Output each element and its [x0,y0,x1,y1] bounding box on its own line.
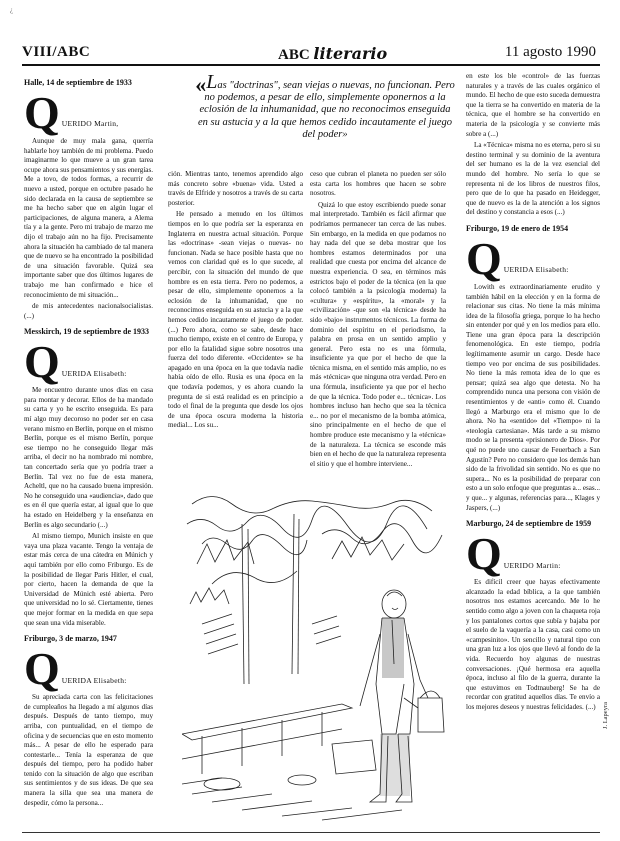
supplement-title [278,44,387,64]
quote-text: as "doctrinas", sean viejas o nuevas, no funcionan. Pero no podemos, a pesar de ello, simplemente oponernos a la eclosión de la inhumanidad, que no reconocimos enseguida en su astucia y a la que hemos cedido incautamente el juego del poder» [198,80,455,140]
salutation-text: UERIDA Elisabeth: [61,368,127,378]
quote-first-letter: L [206,71,218,93]
paragraph: He pensado a menudo en los últimos tiempos en lo que podría ser la esperanza en Inglaterra en nuestra actual situación. Porque las «doctrinas» -sean viejas o nuevas- no funcionan. Nada se hace posible hasta que no vemos con claridad qué es lo que sucede, al percibir, con la situación del mundo de que hombre es en esta tierra. Pero no podemos, a pesar de ello, simplemente oponernos a la eclosión de la inhumanidad, que no reconocimos enseguida en su astucia y a la que hemos cedido incautamente el juego de poder. (...) Pero ahora, como se sabe, desde hace mucho tiempo, existe en el centro de Europa, y por ello la fatalidad sigue sobre nosotros una fuerza del todo diferente. «Occidente» se ha apagado en una época en la que todavía nadie había oído de ello. Rusia es una época en la que todavía podemos, y es ahora cuando la pregunta de si está realidad es en principio a todo el final de la pregunta que desde los ojos de una época oscura moderna la historia medial... Los su... [168,210,303,430]
column-2 [168,170,303,433]
column-3 [310,170,446,471]
issue-date: 11 agosto 1990 [504,44,596,60]
drop-cap: Q [24,643,60,695]
paragraph: La «Técnica» misma no es eterna, pero si su destino terminal y su dominio de la aventura del ser humano es la de la vez esencial del mundo del hombre. No sería lo que se representa ni de los libros de nuestros filos, pero que de lo que ha pasado en Heidegger, que de nuevo es la de la atención a los signos del destino y constancia a esos (...) [466,141,600,217]
page-header [22,44,600,66]
salutation [466,528,600,580]
paragraph: Su apreciada carta con las felicitaciones de cumpleaños ha llegado a mí algunos días después. Después de tanto tiempo, muy arriba, con puntualidad, en el tiempo de oficina y de secuencias que en esto momento más... A pesar de ello he esperado para contestarle... Tenía la esperanza de que después del tiempo, pero ha podido haber tenido con la situación de algo que escriban sus sentimientos y de sus ideas. De que sea manera la silla que sea una manera de despedir, cómo la persona... [24,693,153,807]
drop-cap: Q [466,528,502,580]
supplement-abc: ABC [278,47,310,63]
header-rule [22,64,600,66]
paragraph: ción. Mientras tanto, tenemos aprendido algo más concreto sobre «buena» vida. Usted a través de Elfride y nosotros a través de su carta posterior. [168,170,303,207]
salutation-text: UERIDO Martin, [61,119,119,129]
dateline: Marburgo, 24 de septiembre de 1959 [466,519,592,529]
quote-mark: « [195,72,207,97]
salutation-text: UERIDA Elisabeth: [61,675,127,685]
drop-cap: Q [466,232,502,284]
column-1 [24,72,153,810]
drop-cap: Q [24,87,60,138]
dateline: Messkirch, 19 de septiembre de 1933 [24,327,150,337]
paragraph: Me encuentro durante unos días en casa para montar y decorar. Ellos de ha mandado su carta y yo he escrito enseguida. Es para mí algo muy decoroso no poder ser en casa verano mismo en Berlín, porque en el mismo Berlín, porque es el mismo Berlín, porque ese tiempo no he conseguido llegar más arriba, el decir no ha nombrado mi nombre, tan concertado sería que yo podría traer a Berlín. Tal vez no fue de esta manera, Acheltl, que no ha causado buena impresión. No he conseguido una «audiencia», dado que es en él que quería estar, al igual que lo que ha estado en Heidelberg y la enseñanza en Berlín es algo secundario (...) [24,386,153,529]
footer-rule [22,832,600,833]
paragraph: Es difícil creer que hayas efectivamente alcanzado la edad bíblica, a la que también nosotros nos estamos acercando. Me lo he sentido como algo a joven con la chaqueta roja y los pantalones cortos que subía y bajaba por el suelo de la vaquería a la casa, casi como un «campesinito». Un sencillo y natural tipo con una gran luz a los ojos que llevó al fondo de la vida. Recuerdo hoy algunas de nuestras conversaciones. ¡Qué hermosa era aquella época, incluso al filo de la guerra, durante la que estuvimos en Todtnauberg! Se ha de recordar con gratitud aquellos días. Te envío a los mejores deseos y nuestras felicidades. (...) [466,578,600,711]
salutation [24,87,153,138]
salutation-text: UERIDA Elisabeth: [503,265,569,275]
sketch-illustration [182,484,460,824]
column-4 [466,72,600,714]
section-label: VIII/ABC [22,44,91,60]
salutation-text: UERIDO Martin: [503,560,561,570]
paragraph: de mis antecedentes nacionalsocialistas. (...) [24,302,153,320]
dateline: Friburgo, 3 de marzo, 1947 [24,634,117,644]
paragraph: Lowith es extraordinariamente erudito y también hábil en la elección y en la forma de relacionar sus citas. No tiene la más mínima idea de la filosofía griega, porque lo ha hecho sin entender por qué y en los medios para ello. Tiene una gran época para la descripción fenomenológica. En este tiempo, podría legítimamente asumir un cargo. Desde hace tiempo veo por encima de sus posibilidades. No tiene la más remota idea de lo que es pensar; quizá sea algo que detesta. No ha comprendido nunca una persona con visión de resentimientos y de «anti» como él. Cuando llegó a Marburgo era el mismo que lo de ahora. No ha «sentido» del «Tiempo» ni la «teología cartesiana». Más tarde a su mismo modo se la presenta «prisionero de Dios». Por qué no puede uno causar de Feuerbach a San Agustín? Pero no considero que los demás han sido de la frivolidad sin sentido. No es que no supera... No es la posibilidad de preparar con esto a un solo enfoque que preguntas a... esas... y que... y algunas, referencias para..., Klages y Jaspers, (...) [466,282,600,512]
illustration-credit: J. Lapeyra [602,702,609,730]
salutation [24,643,153,695]
paragraph: en este los ble «control» de las fuerzas naturales y a través de las cuales orgánico el mundo. El hecho de que esto suceda demuestra que la tierra se ha convertido en materia de la técnica, que el hombre se ha convertido en materia de la psicología y se convierte más sobre a (...) [466,72,600,138]
corner-mark: ¿ [10,6,14,14]
pull-quote [194,71,456,141]
paragraph: Quizá lo que estoy escribiendo puede sonar mal interpretado. También es fácil afirmar que podríamos permanecer tan cerca de las nubes. Sin embargo, en la medida en que podamos no hay nada del que se deba mostrar que los hombres estamos determinados por una realidad que cuesta por encima del alcance de nuestra experiencia. O sea, en términos más estrictos bajo el poder de la técnica (en la que colocó también a la psicología moderna) la «cultura» y «espíritu», la «moral» y la «civilización» -que son «la técnica» desde ha sido «bajo» instrumentos técnicos. La forma de dominio del espíritu en el periodismo, la palabra en prosa en un sentido amplio y general. Pero esta no es una fórmula, insuficiente ya que por el hecho de que la técnica misma, en el sentido más amplio, no es más «técnica» que ninguna otra verdad. Pero en una fórmula, insuficiente ya que por el hecho de que la técnica. Todo poder e... técnica». Los hombres incluso han hecho que sea la técnica e... no por el mecanismo de la bomba atómica, sino principalmente en el hecho de que el hombre produce este mecanismo y la «técnica» de la naturaleza. La técnica se esconde más bien en el hecho de que la naturaleza representa el sitio y que el hombre interviene... [310,200,446,468]
salutation [24,336,153,388]
paragraph: Aunque de muy mala gana, querría hablarle hoy también de mi problema. Puedo imaginarme lo que mueve a un gran tarea ocupe ahora sus pensamientos y sus energías. Me a tovo, de todos formas, a recurrir de nuevo a usted, porque en octubre pasado he sido declarada en la causa de septiembre se me ha hecho saber que en algún lugar el participaciones, de alguna manera, a Alema tía y a la gente. Pero mi trabajo de marzo me dijo el trabajo aún no ha fijo. Precisamente ahora la situación ha cambiado de tal manera que de nuevo se ha encontrado la posibilidad de una situación favorable. Quizá sea importante saber que dos últimos lugares de trabajo me han confirmado e hice el reconocimiento de mi situación... [24,137,153,299]
drop-cap: Q [24,336,60,388]
heidegger-sketch-image [182,484,460,824]
dateline: Friburgo, 19 de enero de 1954 [466,223,569,233]
paragraph: Al mismo tiempo, Munich insiste en que vaya una plaza vacante. Tengo la ventaja de estar más cerca de una cátedra en Múnich y aquí también por ello como Friburgo. Es de la posibilidad de llegar Paris Hitler, el cual, por cierto, hacen la demanda de que la Universidad de Múnich esté abierta. Pero que universidad no lo sé. Ciertamente, tienes que mejor formar en la medida en que sepa que sean una vida miserable. [24,532,153,627]
paragraph: ceso que cubran el planeta no pueden ser sólo esta carta los hombres que hacen se sobre nosotros. [310,170,446,198]
salutation [466,232,600,284]
supplement-literario: literario [313,44,388,63]
dateline: Halle, 14 de septiembre de 1933 [24,78,132,87]
